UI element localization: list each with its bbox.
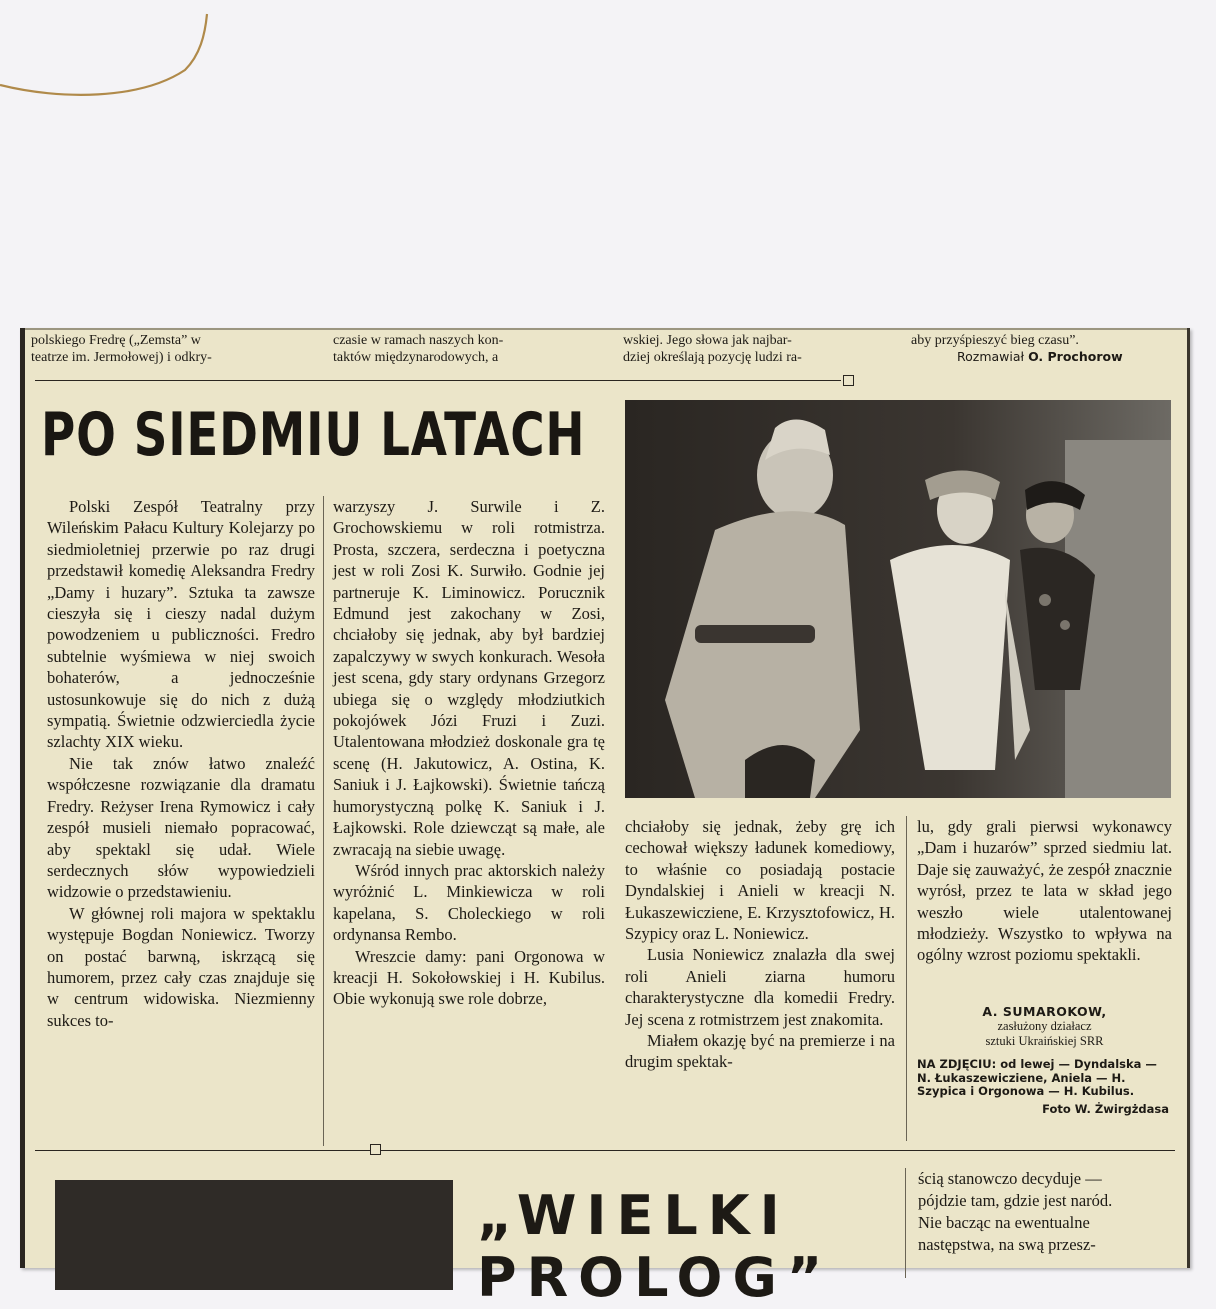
straw-fiber [0,0,230,110]
caption-text: od lewej — Dyndalska — N. Łukaszewicziene, Aniela — H. Szypica i Orgonowa — H. Kubilus. [917,1057,1157,1098]
text-line: Nie bacząc na ewentualne [918,1213,1090,1232]
theatre-scene-photo [625,400,1171,798]
article-headline: PO SIEDMIU LATACH [41,400,586,470]
author-title: zasłużony działacz [997,1019,1092,1033]
author-title: sztuki Ukraińskiej SRR [985,1034,1104,1048]
article-column-2 [333,496,605,1010]
newspaper-clipping [20,328,1190,1309]
fragment-line: teatrze im. Jermołowej) i odkry- [31,350,212,365]
fragment-line: wskiej. Jego słowa jak najbar- [623,333,792,348]
paragraph: Wśród innych prac aktorskich należy wyróżnić L. Minkiewicza w roli kapelana, S. Choleckiego w roli ordynansa Rembo. [333,860,605,945]
paragraph: warzyszy J. Surwile i Z. Grochowskiemu w roli rotmistrza. Prosta, szczera, serdeczna i poetyczna jest w roli Zosi K. Surwiło. Godnie jej partneruje K. Liminowicz. Porucznik Edmund jest zakochany w Zosi, chciałoby się jednak, aby był bardziej zapalczywy w swych konkurach. Wesoła jest scena, gdy stary ordynans Grzegorz ubiega się o względy młodziutkich pokojówek Józi Fruzi i Zuzi. Utalentowana młodzież doskonale gra tę scenę (H. Jakutowicz, A. Ostina, K. Saniuk i J. Łajkowski). Świetnie tańczą humorystyczną polkę K. Saniuk i J. Łajkowski. Role dziewcząt są małe, ale zwracają na siebie uwagę. [333,497,605,859]
article-column-4 [917,816,1172,966]
fragment-line: dziej określają pozycję ludzi ra- [623,350,802,365]
previous-article-fragment [25,328,1187,374]
paragraph: Nie tak znów łatwo znaleźć współczesne rozwiązanie dla dramatu Fredry. Reżyser Irena Rymowicz i cały zespół musieli niemało popracować, aby spektakl się udał. Wiele serdecznych słów wypowiedzieli widzowie o przedstawieniu. [47,753,315,902]
fragment-line: czasie w ramach naszych kon- [333,333,504,348]
paragraph: Miałem okazję być na premierze i na drugim spektak- [625,1031,895,1072]
text-line: następstwa, na swą przesz- [918,1235,1096,1254]
separator-line [35,380,841,381]
article-column-3 [625,816,895,1073]
photo-credit: Foto W. Żwirgżdasa [1042,1101,1169,1116]
separator-box-icon [843,375,854,386]
paragraph: Lusia Noniewicz znalazła dla swej roli Anieli ziarna humoru charakterystyczne dla komedii Fredry. Jej scena z rotmistrzem jest znakomita. [625,945,895,1029]
interviewer-name: O. Prochorow [1028,349,1123,364]
fragment-line: taktów międzynarodowych, a [333,350,499,365]
interviewer-label: Rozmawiał [957,349,1025,364]
next-article-headline: „WIELKI [477,1184,790,1247]
text-line: ścią stanowczo decyduje — [918,1169,1102,1188]
column-rule [323,496,324,1146]
next-article-photo [55,1180,453,1290]
paragraph: Polski Zespół Teatralny przy Wileńskim Pałacu Kultury Kolejarzy po siedmioletniej przerwie po raz drugi przedstawił komedię Aleksandra Fredry „Damy i huzary”. Sztuka ta zawsze cieszyła się i cieszy nadal dużym powodzeniem u publiczności. Fredro subtelnie wyśmiewa w niej swoich bohaterów, a jednocześnie ustosunkowuje się do nich z dużą sympatią. Świetnie odzwierciedla życie szlachty XIX wieku. [47,497,315,752]
caption-lead: NA ZDJĘCIU: [917,1057,997,1071]
next-article-column [918,1168,1183,1256]
fragment-line: polskiego Fredrę („Zemsta” w [31,333,201,348]
author-signature [917,1004,1172,1049]
article-column-1 [47,496,315,1031]
author-name: A. SUMAROKOW, [982,1004,1107,1019]
paragraph: lu, gdy grali pierwsi wykonawcy „Dam i huzarów” sprzed siedmiu lat. Daje się zauważyć, że zespół znacznie wyrósł, przez te lata w skład jego weszło wiele utalentowanej młodzieży. Wszystko to wpływa na ogólny wzrost poziomu spektakli. [917,817,1172,965]
next-article-headline: PROLOG” [477,1246,833,1309]
fragment-line: aby przyśpieszyć bieg czasu”. [911,333,1079,348]
photo-illustration [625,400,1171,798]
next-article-fragment [25,1148,1187,1309]
paragraph: Wreszcie damy: pani Orgonowa w kreacji H. Sokołowskiej i H. Kubilus. Obie wykonują swe role dobrze, [333,946,605,1009]
text-line: pójdzie tam, gdzie jest naród. [918,1191,1113,1210]
column-rule [906,816,907,1141]
paragraph: W głównej roli majora w spektaklu występuje Bogdan Noniewicz. Tworzy on postać barwną, iskrzącą się humorem, przez cały czas znajduje się w centrum widowiska. Niezmienny sukces to- [47,903,315,1030]
column-rule [905,1168,906,1278]
paragraph: chciałoby się jednak, żeby grę ich cechował większy ładunek komediowy, to właśnie co posiadają postacie Dyndalskiej i Anieli w kreacji N. Łukaszewicziene, E. Krzysztofowicz, H. Szypicy oraz L. Noniewicz. [625,817,895,944]
photo-caption [917,1058,1169,1116]
